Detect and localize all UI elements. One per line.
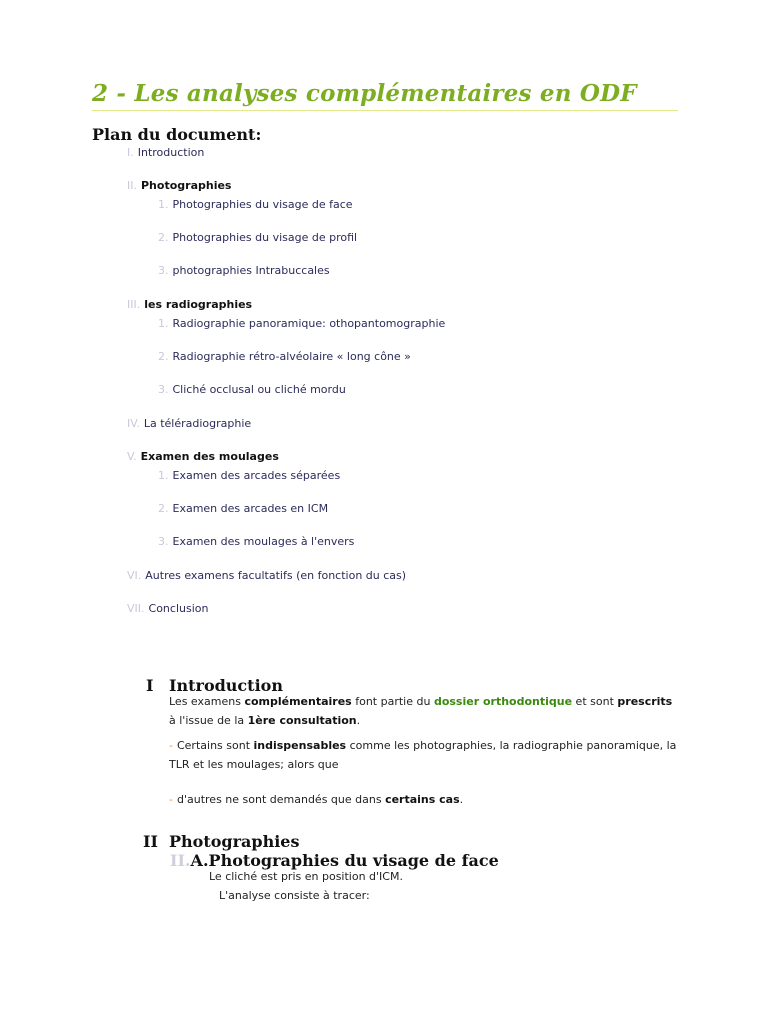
toc-label: les radiographies — [144, 298, 253, 311]
toc-number: 2. — [158, 231, 169, 244]
toc-number: 1. — [158, 469, 169, 482]
bullet-dash: - — [169, 793, 173, 806]
text-run: . — [356, 714, 361, 727]
toc-subitem — [158, 350, 411, 363]
toc-number: III. — [127, 298, 141, 311]
toc-item-introduction — [127, 146, 204, 159]
intro-paragraph — [169, 692, 679, 730]
toc-number: I. — [127, 146, 134, 159]
toc-label: Radiographie panoramique: othopantomographie — [172, 317, 446, 330]
toc-number: V. — [127, 450, 137, 463]
photo-face-line-1: Le cliché est pris en position d'ICM. — [209, 870, 403, 883]
toc-number: 2. — [158, 350, 169, 363]
toc-subitem — [158, 469, 340, 482]
bullet-dash: - — [169, 739, 173, 752]
text-run: comme les photographies, la radiographie panoramique, la TLR et les moulages; alors que — [169, 739, 677, 771]
intro-bullet-certains-cas — [169, 790, 679, 809]
text-run: certains cas — [385, 793, 460, 806]
section-heading-photographies — [143, 832, 299, 851]
toc-item-moulages — [127, 450, 279, 463]
text-run: 1ère consultation — [247, 714, 357, 727]
toc-label: Examen des moulages à l'envers — [172, 535, 355, 548]
toc-item-radiographies — [127, 298, 252, 311]
toc-item-photographies — [127, 179, 231, 192]
toc-number: IV. — [127, 417, 140, 430]
toc-number: II. — [127, 179, 137, 192]
section-title: Photographies — [169, 832, 300, 851]
toc-label: Introduction — [137, 146, 205, 159]
text-run: à l'issue de la — [169, 714, 248, 727]
subsection-heading-visage-face — [170, 851, 499, 870]
text-run: complémentaires — [244, 695, 352, 708]
toc-subitem — [158, 317, 445, 330]
toc-label: Examen des arcades en ICM — [172, 502, 329, 515]
toc-number: VII. — [127, 602, 145, 615]
toc-label: Cliché occlusal ou cliché mordu — [172, 383, 346, 396]
toc-label: Photographies — [141, 179, 232, 192]
toc-subitem — [158, 231, 357, 244]
toc-subitem — [158, 264, 330, 277]
section-number: I — [146, 676, 154, 695]
plan-heading: Plan du document: — [92, 125, 262, 144]
toc-number: 3. — [158, 264, 169, 277]
toc-number: 1. — [158, 198, 169, 211]
toc-subitem — [158, 502, 328, 515]
text-run: Les examens — [169, 695, 245, 708]
text-run: et sont — [572, 695, 618, 708]
toc-subitem — [158, 383, 346, 396]
photo-face-line-2: L'analyse consiste à tracer: — [219, 889, 370, 902]
toc-number: 1. — [158, 317, 169, 330]
toc-item-teleradiographie — [127, 417, 251, 430]
text-run: prescrits — [617, 695, 673, 708]
section-number: II — [143, 832, 158, 851]
toc-label: Photographies du visage de profil — [172, 231, 358, 244]
toc-number: VI. — [127, 569, 142, 582]
intro-bullet-indispensables — [169, 736, 679, 774]
toc-number: 3. — [158, 535, 169, 548]
toc-number: 3. — [158, 383, 169, 396]
toc-label: La téléradiographie — [143, 417, 252, 430]
document-title: 2 - Les analyses complémentaires en ODF — [92, 80, 637, 107]
highlight-term: dossier orthodontique — [433, 695, 573, 708]
text-run: Certains sont — [176, 739, 254, 752]
toc-label: photographies Intrabuccales — [172, 264, 330, 277]
subsection-title: A.Photographies du visage de face — [190, 851, 499, 870]
toc-subitem — [158, 198, 353, 211]
toc-item-autres-examens — [127, 569, 406, 582]
toc-label: Photographies du visage de face — [172, 198, 353, 211]
text-run: font partie du — [351, 695, 434, 708]
toc-subitem — [158, 535, 354, 548]
toc-label: Conclusion — [148, 602, 209, 615]
text-run: d'autres ne sont demandés que dans — [176, 793, 386, 806]
toc-label: Autres examens facultatifs (en fonction du cas) — [145, 569, 407, 582]
title-underline — [92, 110, 678, 111]
toc-number: 2. — [158, 502, 169, 515]
toc-label: Examen des moulages — [140, 450, 279, 463]
text-run: indispensables — [253, 739, 347, 752]
toc-label: Examen des arcades séparées — [172, 469, 341, 482]
subsection-number: II. — [170, 851, 191, 870]
toc-item-conclusion — [127, 602, 208, 615]
text-run: . — [459, 793, 464, 806]
toc-label: Radiographie rétro-alvéolaire « long cône » — [172, 350, 411, 363]
section-title: Introduction — [169, 676, 283, 695]
